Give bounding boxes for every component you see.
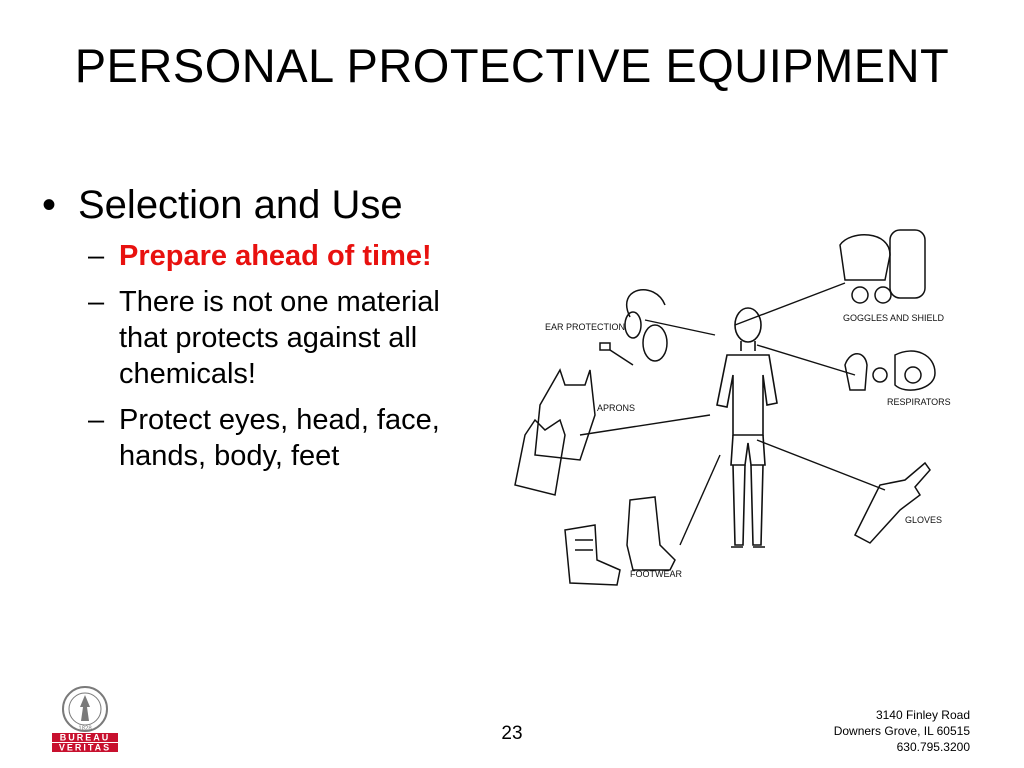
logo-word-veritas: VERITAS	[58, 742, 112, 753]
logo-year: 1828	[78, 726, 92, 732]
aprons-item	[515, 370, 635, 495]
slide-title: PERSONAL PROTECTIVE EQUIPMENT	[74, 39, 950, 92]
logo-word-bureau: BUREAU	[59, 732, 111, 743]
sub-bullet-item	[42, 284, 462, 392]
ppe-illustration	[505, 225, 965, 595]
sub-bullet-text-highlight: Prepare ahead of time!	[119, 240, 432, 272]
dash-marker: –	[88, 240, 105, 272]
goggles-icon	[840, 230, 925, 303]
sub-bullet-item	[42, 238, 462, 274]
respirator-icon	[845, 351, 935, 390]
goggles-shield-item	[840, 230, 945, 323]
sub-bullet-item	[42, 402, 462, 474]
label-footwear: FOOTWEAR	[630, 569, 682, 579]
label-goggles-shield: GOGGLES AND SHIELD	[843, 313, 945, 323]
dash-marker: –	[88, 404, 105, 436]
phone-number: 630.795.3200	[896, 740, 970, 754]
gloves-item	[855, 463, 942, 543]
bullet-text: Selection and Use	[78, 183, 403, 227]
label-respirators: RESPIRATORS	[887, 397, 951, 407]
label-aprons: APRONS	[597, 403, 636, 413]
sub-bullet-list	[42, 238, 462, 474]
footwear-item	[565, 497, 682, 585]
label-ear-protection: EAR PROTECTION	[545, 322, 626, 332]
page-number: 23	[501, 723, 523, 744]
address-line: Downers Grove, IL 60515	[833, 724, 970, 738]
dash-marker: –	[88, 286, 105, 318]
apron-icon	[515, 370, 595, 495]
sub-bullet-text: There is not one material that protects against all chemicals!	[119, 286, 440, 390]
respirators-item	[845, 351, 951, 407]
address-line: 3140 Finley Road	[875, 708, 970, 722]
person-figure	[717, 308, 777, 547]
ear-protection-item	[545, 290, 667, 365]
label-gloves: GLOVES	[905, 515, 943, 525]
bullet-item	[42, 182, 462, 228]
sub-bullet-text: Protect eyes, head, face, hands, body, feet	[119, 404, 440, 472]
glove-icon	[855, 463, 930, 543]
footer-address	[834, 707, 970, 755]
bullet-dot: •	[42, 183, 57, 227]
bullet-list	[42, 182, 462, 474]
